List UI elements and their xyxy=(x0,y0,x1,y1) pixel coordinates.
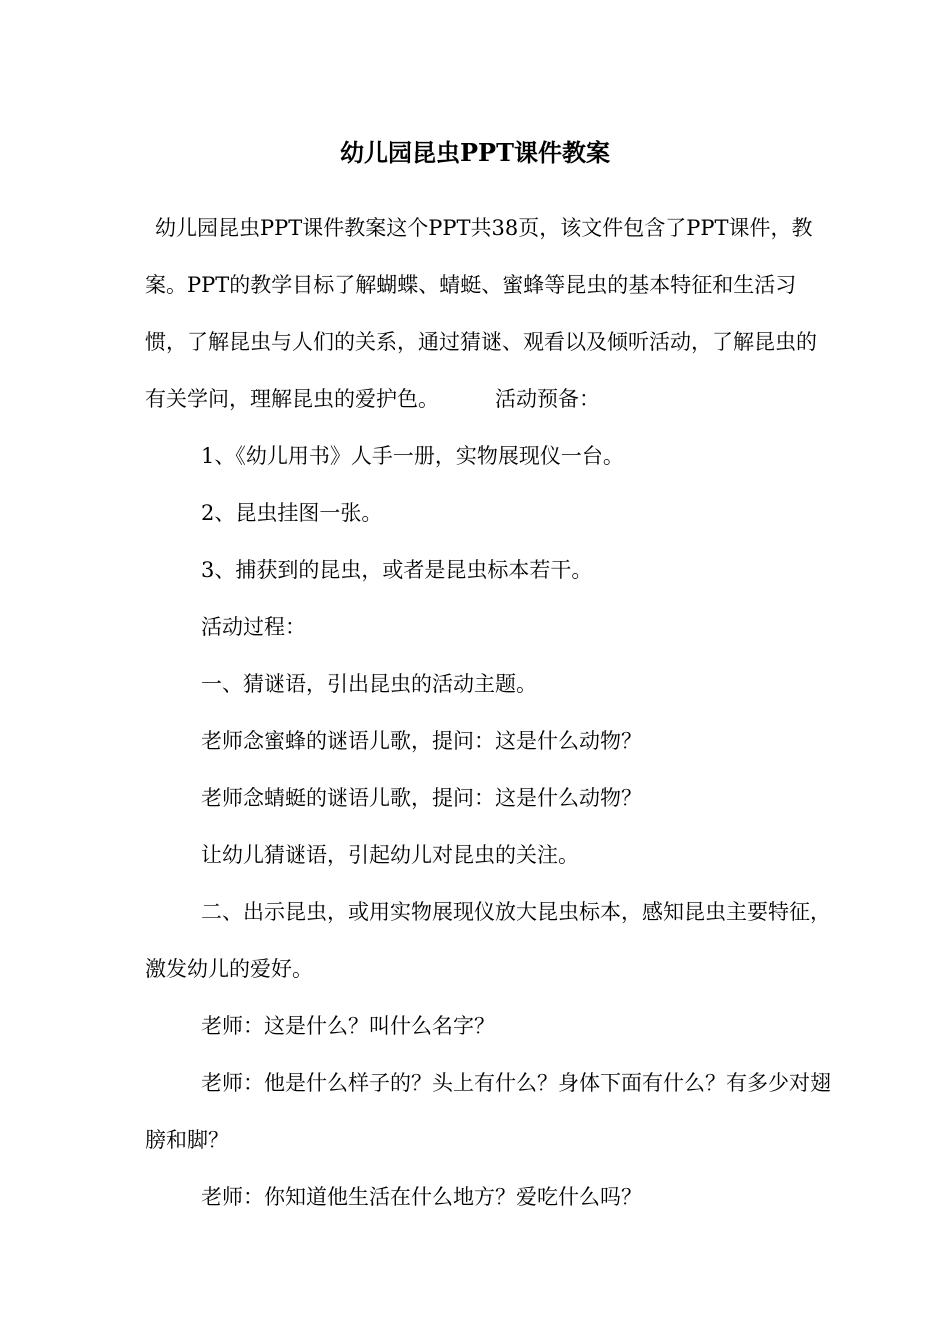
prep-item-1: 1、《幼儿用书》人手一册，实物展现仪一台。 xyxy=(201,444,624,468)
process-heading: 活动过程： xyxy=(201,615,306,639)
step-one-heading: 一、猜谜语，引出昆虫的活动主题。 xyxy=(201,672,537,696)
step-one-bee-riddle: 老师念蜜蜂的谜语儿歌，提问：这是什么动物？ xyxy=(201,729,642,753)
document-body xyxy=(145,200,835,1226)
document-title: 幼儿园昆虫PPT课件教案 xyxy=(340,138,610,167)
prep-item-3: 3、捕获到的昆虫，或者是昆虫标本若干。 xyxy=(201,558,593,582)
step-one-dragonfly-riddle: 老师念蜻蜓的谜语儿歌，提问：这是什么动物？ xyxy=(201,786,642,810)
teacher-question-2: 老师：他是什么样子的？头上有什么？身体下面有什么？有多少对翅膀和脚？ xyxy=(145,1071,831,1152)
prep-item-2: 2、昆虫挂图一张。 xyxy=(201,501,383,525)
prep-heading: 活动预备： xyxy=(495,387,600,411)
teacher-question-1: 老师：这是什么？叫什么名字？ xyxy=(201,1014,495,1038)
teacher-question-3: 老师：你知道他生活在什么地方？爱吃什么吗？ xyxy=(201,1185,642,1209)
step-one-guess: 让幼儿猜谜语，引起幼儿对昆虫的关注。 xyxy=(201,843,579,867)
intro-text: 幼儿园昆虫PPT课件教案这个PPT共38页，该文件包含了PPT课件，教案。PPT的教学目标了解蝴蝶、蜻蜓、蜜蜂等昆虫的基本特征和生活习惯，了解昆虫与人们的关系，通过猜谜、观看以及倾听活动，了解昆虫的有关学问，理解昆虫的爱护色。 xyxy=(145,216,817,411)
step-two-heading: 二、出示昆虫，或用实物展现仪放大昆虫标本，感知昆虫主要特征，激发幼儿的爱好。 xyxy=(145,900,831,981)
intro-paragraph xyxy=(145,200,835,428)
